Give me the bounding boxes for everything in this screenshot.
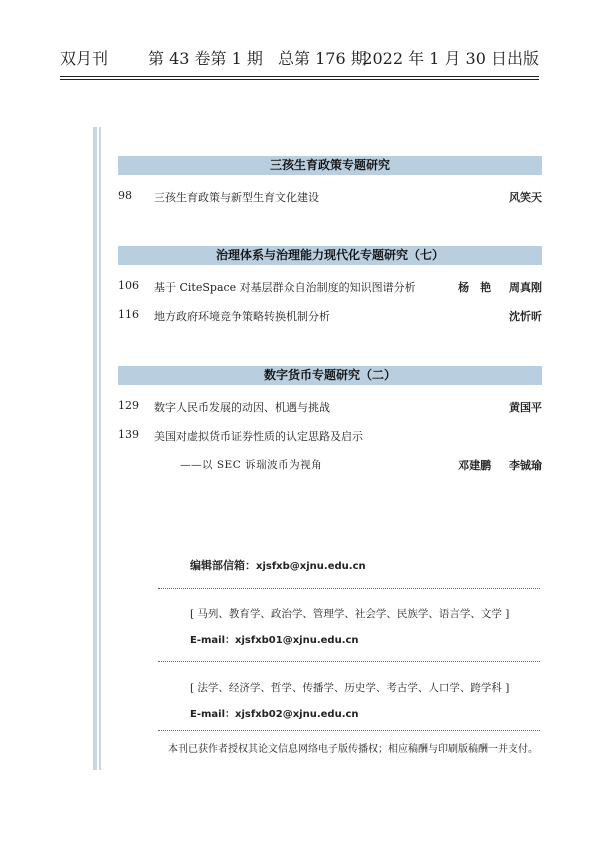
author-name: 李铖瑜 — [509, 459, 542, 472]
article-authors — [495, 189, 542, 205]
author-name: 黄国平 — [509, 401, 542, 414]
group2-fields: [ 法学、经济学、哲学、传播学、历史学、考古学、人口学、跨学科 ] — [190, 682, 510, 694]
frequency-label: 双月刊 — [60, 49, 109, 68]
email-label: E-mail： — [190, 635, 236, 646]
article-page-number: 106 — [118, 279, 139, 292]
section-title-bar: 治理体系与治理能力现代化专题研究（七） — [118, 246, 542, 265]
author-name: 风笑天 — [509, 191, 542, 204]
dotted-divider — [158, 588, 540, 589]
article-title[interactable]: 美国对虚拟货币证券性质的认定思路及启示 — [154, 430, 363, 443]
article-title[interactable]: 三孩生育政策与新型生育文化建设 — [154, 191, 319, 204]
article-page-number: 98 — [118, 189, 132, 202]
author-name: 杨 艳 — [458, 281, 492, 294]
editorial-email-label: 编辑部信箱： — [190, 559, 256, 572]
article-authors — [495, 399, 542, 415]
volume-label: 第 43 卷第 1 期 — [148, 49, 263, 68]
journal-header — [60, 46, 539, 72]
email-label: E-mail： — [190, 709, 236, 720]
article-subtitle: ——以 SEC 诉瑞波币为视角 — [180, 459, 323, 471]
dotted-divider — [158, 661, 540, 662]
editorial-email-row — [190, 557, 366, 573]
article-page-number: 116 — [118, 308, 139, 321]
article-title[interactable]: 地方政府环境竞争策略转换机制分析 — [154, 310, 330, 323]
group1-fields: [ 马列、教育学、政治学、管理学、社会学、民族学、语言学、文学 ] — [190, 608, 510, 620]
side-bar-decoration-thin — [99, 127, 101, 770]
author-name: 邓建鹏 — [458, 459, 492, 472]
group2-email[interactable]: xjsfxb02@xjnu.edu.cn — [235, 709, 359, 720]
section-title-bar: 三孩生育政策专题研究 — [118, 156, 542, 175]
group2-email-row — [190, 705, 359, 720]
article-authors — [495, 308, 542, 324]
article-title[interactable]: 数字人民币发展的动因、机遇与挑战 — [154, 401, 330, 414]
author-name: 沈忻昕 — [509, 310, 542, 323]
total-issue-label: 总第 176 期 — [278, 49, 367, 68]
editorial-email[interactable]: xjsfxb@xjnu.edu.cn — [256, 561, 366, 572]
dotted-divider — [158, 730, 540, 731]
side-bar-decoration — [93, 127, 97, 770]
article-authors — [444, 279, 542, 295]
article-page-number: 129 — [118, 399, 139, 412]
article-title[interactable]: 基于 CiteSpace 对基层群众自治制度的知识图谱分析 — [154, 281, 416, 294]
section-title-bar: 数字货币专题研究（二） — [118, 366, 542, 385]
article-authors — [444, 457, 542, 473]
header-rule-bottom — [60, 79, 539, 80]
article-page-number: 139 — [118, 428, 139, 441]
author-name: 周真刚 — [509, 281, 542, 294]
copyright-notice: 本刊已获作者授权其论文信息网络电子版传播权；相应稿酬与印刷版稿酬一并支付。 — [168, 744, 538, 755]
header-rule-top — [60, 76, 539, 77]
group1-email-row — [190, 631, 359, 646]
publish-date: 2022 年 1 月 30 日出版 — [362, 49, 539, 68]
group1-email[interactable]: xjsfxb01@xjnu.edu.cn — [235, 635, 359, 646]
